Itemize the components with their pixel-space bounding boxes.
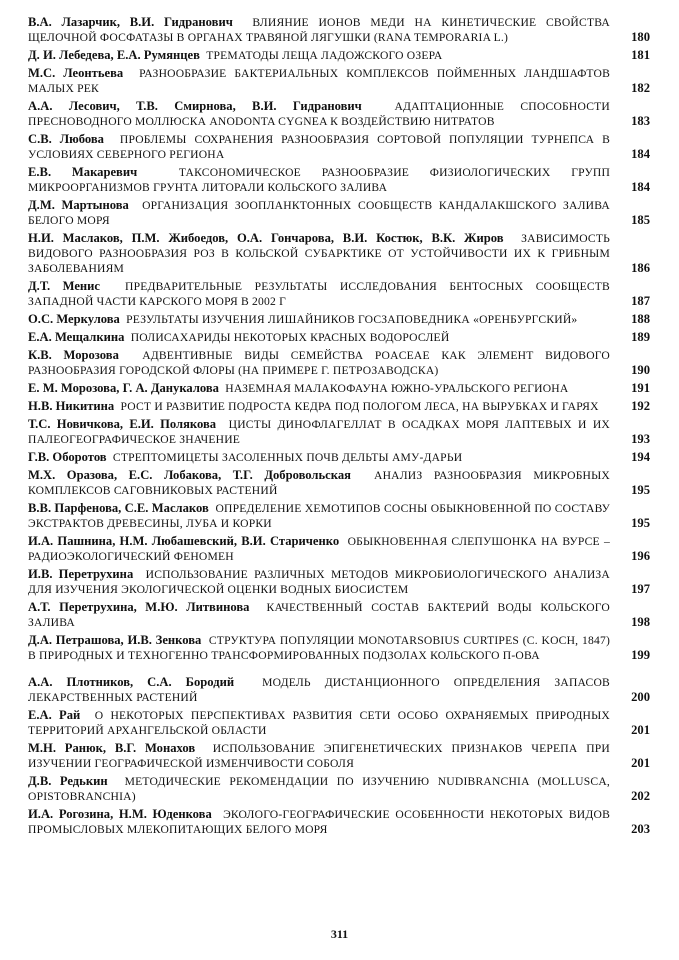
entry-authors: М.С. Леонтьева <box>28 66 124 80</box>
entry-page: 192 <box>631 399 650 413</box>
entry-authors: Д. И. Лебедева, Е.А. Румянцев <box>28 48 200 62</box>
toc-entry <box>28 15 650 45</box>
entry-page: 195 <box>631 516 650 530</box>
entry-authors: В.А. Лазарчик, В.И. Гидранович <box>28 15 233 29</box>
entry-page: 189 <box>631 330 650 344</box>
toc-entry <box>28 198 650 228</box>
entry-page: 194 <box>631 450 650 464</box>
entry-title: ЭКОЛОГО-ГЕОГРАФИЧЕСКИЕ ОСОБЕННОСТИ НЕКОТОРЫХ ВИДОВ ПРОМЫСЛОВЫХ МЛЕКОПИТАЮЩИХ БЕЛОГО МОРЯ <box>28 808 610 836</box>
toc-entry <box>28 48 650 63</box>
entry-page: 183 <box>631 114 650 128</box>
toc-entry <box>28 312 650 327</box>
entry-authors: И.А. Пашнина, Н.М. Любашевский, В.И. Стариченко <box>28 534 340 548</box>
entry-page: 190 <box>631 363 650 377</box>
entry-page: 202 <box>631 789 650 803</box>
toc-entry <box>28 417 650 447</box>
entry-page: 199 <box>631 648 650 662</box>
entry-authors: Д.М. Мартынова <box>28 198 129 212</box>
entry-title: НАЗЕМНАЯ МАЛАКОФАУНА ЮЖНО-УРАЛЬСКОГО РЕГИОНА <box>225 382 569 395</box>
toc-entry <box>28 807 650 837</box>
toc-entry <box>28 567 650 597</box>
entry-authors: А.А. Плотников, С.А. Бородий <box>28 675 235 689</box>
entry-title: МЕТОДИЧЕСКИЕ РЕКОМЕНДАЦИИ ПО ИЗУЧЕНИЮ NUDIBRANCHIA (MOLLUSCA, OPISTOBRANCHIA) <box>28 775 610 803</box>
entry-title: РЕЗУЛЬТАТЫ ИЗУЧЕНИЯ ЛИШАЙНИКОВ ГОСЗАПОВЕДНИКА «ОРЕНБУРГСКИЙ» <box>126 313 578 326</box>
entry-title: МОДЕЛЬ ДИСТАНЦИОННОГО ОПРЕДЕЛЕНИЯ ЗАПАСОВ ЛЕКАРСТВЕННЫХ РАСТЕНИЙ <box>28 676 610 704</box>
toc-entry <box>28 330 650 345</box>
entry-title: ПРОБЛЕМЫ СОХРАНЕНИЯ РАЗНООБРАЗИЯ СОРТОВОЙ ПОПУЛЯЦИИ ТУРНЕПСА В УСЛОВИЯХ СЕВЕРНОГО РЕГИОНА <box>28 133 611 161</box>
entry-authors: М.Х. Оразова, Е.С. Лобакова, Т.Г. Добровольская <box>28 468 351 482</box>
entry-authors: Д.В. Редькин <box>28 774 108 788</box>
entry-page: 203 <box>631 822 650 836</box>
entry-page: 181 <box>631 48 650 62</box>
entry-title: ВЛИЯНИЕ ИОНОВ МЕДИ НА КИНЕТИЧЕСКИЕ СВОЙСТВА ЩЕЛОЧНОЙ ФОСФАТАЗЫ В ОРГАНАХ ТРАВЯНОЙ ЛЯГУШКИ (RANA TEMPORARIA L.) <box>28 16 610 44</box>
entry-page: 188 <box>631 312 650 326</box>
toc-entry <box>28 66 650 96</box>
entry-authors: Е. М. Морозова, Г. А. Данукалова <box>28 381 219 395</box>
toc-entry <box>28 99 650 129</box>
entry-page: 196 <box>631 549 650 563</box>
toc-entry <box>28 231 650 276</box>
entry-authors: Д.Т. Менис <box>28 279 101 293</box>
entry-authors: И.В. Перетрухина <box>28 567 134 581</box>
entry-title: СТРЕПТОМИЦЕТЫ ЗАСОЛЕННЫХ ПОЧВ ДЕЛЬТЫ АМУ-ДАРЬИ <box>112 451 463 464</box>
entry-page: 180 <box>631 30 650 44</box>
entry-authors: Е.В. Макаревич <box>28 165 138 179</box>
entry-page: 184 <box>631 147 650 161</box>
entry-authors: А.А. Лесович, Т.В. Смирнова, В.И. Гидранович <box>28 99 362 113</box>
entry-title: АДВЕНТИВНЫЕ ВИДЫ СЕМЕЙСТВА POACEAE КАК ЭЛЕМЕНТ ВИДОВОГО РАЗНООБРАЗИЯ ГОРОДСКОЙ ФЛОРЫ (НА ПРИМЕРЕ Г. ПЕТРОЗАВОДСКА) <box>28 349 610 377</box>
entry-page: 197 <box>631 582 650 596</box>
entry-page: 184 <box>631 180 650 194</box>
page-number: 311 <box>330 927 349 941</box>
entry-authors: Т.С. Новичкова, Е.И. Полякова <box>28 417 217 431</box>
entry-page: 186 <box>631 261 650 275</box>
entry-title: СТРУКТУРА ПОПУЛЯЦИИ MONOTARSOBIUS CURTIPES (C. KOCH, 1847) В ПРИРОДНЫХ И ТЕХНОГЕННО ТРАНСФОРМИРОВАННЫХ ПОДЗОЛАХ КОЛЬСКОГО П-ОВА <box>28 634 611 662</box>
entry-authors: М.Н. Ранюк, В.Г. Монахов <box>28 741 196 755</box>
toc-entry <box>28 279 650 309</box>
entry-page: 195 <box>631 483 650 497</box>
toc-entry <box>28 774 650 804</box>
entry-page: 182 <box>631 81 650 95</box>
entry-page: 201 <box>631 756 650 770</box>
entry-title: АНАЛИЗ РАЗНООБРАЗИЯ МИКРОБНЫХ КОМПЛЕКСОВ САГОВНИКОВЫХ РАСТЕНИЙ <box>28 469 611 497</box>
entry-authors: Д.А. Петрашова, И.В. Зенкова <box>28 633 202 647</box>
toc-entry <box>28 741 650 771</box>
entry-title: ОБЫКНОВЕННАЯ СЛЕПУШОНКА НА ВУРСЕ – РАДИОЭКОЛОГИЧЕСКИЙ ФЕНОМЕН <box>28 535 610 563</box>
entry-title: ИСПОЛЬЗОВАНИЕ РАЗЛИЧНЫХ МЕТОДОВ МИКРОБИОЛОГИЧЕСКОГО АНАЛИЗА ДЛЯ ИЗУЧЕНИЯ ЭКОЛОГИЧЕСКОЙ ОЦЕНКИ ВОДНЫХ БИОСИСТЕМ <box>28 568 611 596</box>
entry-authors: И.А. Рогозина, Н.М. Юденкова <box>28 807 212 821</box>
toc-entry <box>28 534 650 564</box>
entry-authors: К.В. Морозова <box>28 348 119 362</box>
toc-entry <box>28 348 650 378</box>
entry-authors: Н.В. Никитина <box>28 399 115 413</box>
toc-entry <box>28 381 650 396</box>
entry-page: 193 <box>631 432 650 446</box>
entry-title: ТАКСОНОМИЧЕСКОЕ РАЗНООБРАЗИЕ ФИЗИОЛОГИЧЕСКИХ ГРУПП МИКРООРГАНИЗМОВ ГРУНТА ЛИТОРАЛИ КОЛЬСКОГО ЗАЛИВА <box>28 166 611 194</box>
entry-title: ЦИСТЫ ДИНОФЛАГЕЛЛАТ В ОСАДКАХ МОРЯ ЛАПТЕВЫХ И ИХ ПАЛЕОГЕОГРАФИЧЕСКОЕ ЗНАЧЕНИЕ <box>28 418 610 446</box>
table-of-contents <box>28 15 650 840</box>
entry-authors: Г.В. Оборотов <box>28 450 107 464</box>
toc-entry <box>28 450 650 465</box>
entry-authors: О.С. Меркулова <box>28 312 120 326</box>
toc-entry <box>28 501 650 531</box>
toc-entry <box>28 675 650 705</box>
entry-page: 191 <box>631 381 650 395</box>
toc-entry <box>28 468 650 498</box>
entry-authors: В.В. Парфенова, С.Е. Маслаков <box>28 501 209 515</box>
toc-entry <box>28 708 650 738</box>
toc-entry <box>28 165 650 195</box>
entry-title: РАЗНООБРАЗИЕ БАКТЕРИАЛЬНЫХ КОМПЛЕКСОВ ПОЙМЕННЫХ ЛАНДШАФТОВ МАЛЫХ РЕК <box>28 67 611 95</box>
entry-page: 187 <box>631 294 650 308</box>
entry-authors: Н.И. Маслаков, П.М. Жибоедов, О.А. Гончарова, В.И. Костюк, В.К. Жиров <box>28 231 504 245</box>
entry-title: ПОЛИСАХАРИДЫ НЕКОТОРЫХ КРАСНЫХ ВОДОРОСЛЕЙ <box>130 331 450 344</box>
toc-entry <box>28 399 650 414</box>
entry-authors: С.В. Любова <box>28 132 104 146</box>
entry-title: ИСПОЛЬЗОВАНИЕ ЭПИГЕНЕТИЧЕСКИХ ПРИЗНАКОВ ЧЕРЕПА ПРИ ИЗУЧЕНИИ ГЕОГРАФИЧЕСКОЙ ИЗМЕНЧИВОСТИ СОБОЛЯ <box>28 742 610 770</box>
toc-entry <box>28 132 650 162</box>
toc-entry <box>28 600 650 630</box>
entry-title: РОСТ И РАЗВИТИЕ ПОДРОСТА КЕДРА ПОД ПОЛОГОМ ЛЕСА, НА ВЫРУБКАХ И ГАРЯХ <box>120 400 599 413</box>
entry-authors: Е.А. Рай <box>28 708 81 722</box>
entry-authors: Е.А. Мещалкина <box>28 330 125 344</box>
entry-title: О НЕКОТОРЫХ ПЕРСПЕКТИВАХ РАЗВИТИЯ СЕТИ ОСОБО ОХРАНЯЕМЫХ ПРИРОДНЫХ ТЕРРИТОРИЙ АРХАНГЕЛЬСКОЙ ОБЛАСТИ <box>28 709 611 737</box>
entry-title: ПРЕДВАРИТЕЛЬНЫЕ РЕЗУЛЬТАТЫ ИССЛЕДОВАНИЯ БЕНТОСНЫХ СООБЩЕСТВ ЗАПАДНОЙ ЧАСТИ КАРСКОГО МОРЯ В 2002 Г <box>28 280 610 308</box>
entry-title: ЗАВИСИМОСТЬ ВИДОВОГО РАЗНООБРАЗИЯ РОЗ В КОЛЬСКОЙ СУБАРКТИКЕ ОТ УСТОЙЧИВОСТИ ИХ К ГРИБНЫМ ЗАБОЛЕВАНИЯМ <box>28 232 610 275</box>
entry-page: 200 <box>631 690 650 704</box>
entry-page: 201 <box>631 723 650 737</box>
toc-entry <box>28 633 650 663</box>
entry-page: 198 <box>631 615 650 629</box>
entry-title: АДАПТАЦИОННЫЕ СПОСОБНОСТИ ПРЕСНОВОДНОГО МОЛЛЮСКА ANODONTA CYGNEA К ВОЗДЕЙСТВИЮ НИТРАТОВ <box>28 100 610 128</box>
entry-page: 185 <box>631 213 650 227</box>
entry-title: КАЧЕСТВЕННЫЙ СОСТАВ БАКТЕРИЙ ВОДЫ КОЛЬСКОГО ЗАЛИВА <box>28 601 610 629</box>
entry-title: ОПРЕДЕЛЕНИЕ ХЕМОТИПОВ СОСНЫ ОБЫКНОВЕННОЙ ПО СОСТАВУ ЭКСТРАКТОВ ДРЕВЕСИНЫ, ЛУБА И КОРКИ <box>28 502 611 530</box>
entry-title: ТРЕМАТОДЫ ЛЕЩА ЛАДОЖСКОГО ОЗЕРА <box>206 49 443 62</box>
entry-authors: А.Т. Перетрухина, М.Ю. Литвинова <box>28 600 250 614</box>
entry-title: ОРГАНИЗАЦИЯ ЗООПЛАНКТОННЫХ СООБЩЕСТВ КАНДАЛАКШСКОГО ЗАЛИВА БЕЛОГО МОРЯ <box>28 199 610 227</box>
